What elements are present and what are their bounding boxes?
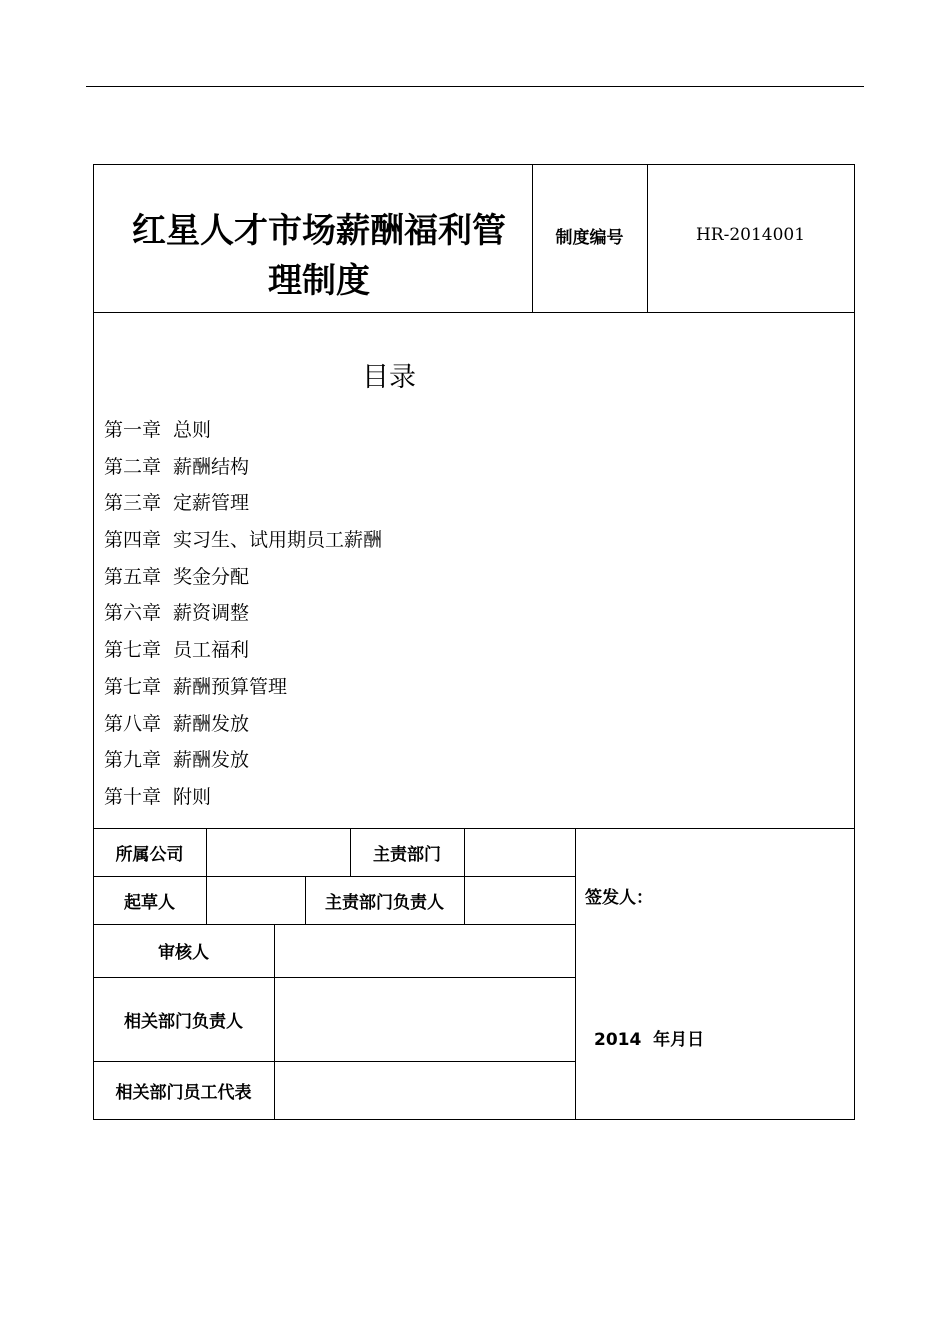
toc-item[interactable] xyxy=(104,595,382,632)
dept-head-label: 主责部门负责人 xyxy=(325,892,444,913)
toc-item[interactable] xyxy=(104,559,382,596)
toc-chapter: 第十章 xyxy=(104,785,162,808)
toc-chapter-name: 总则 xyxy=(173,419,212,441)
divider xyxy=(575,828,576,1120)
header-rule xyxy=(86,86,864,87)
document-title: 红星人才市场薪酬福利管理制度 xyxy=(132,211,506,301)
toc-chapter-name: 定薪管理 xyxy=(173,492,250,515)
drafter-label: 起草人 xyxy=(124,892,175,913)
toc-item[interactable] xyxy=(104,742,382,779)
toc-chapter-name: 薪酬结构 xyxy=(173,455,250,478)
toc-chapter: 第一章 xyxy=(104,419,162,441)
drafter-field[interactable] xyxy=(206,876,305,924)
company-field[interactable] xyxy=(206,828,350,876)
related-head-field[interactable] xyxy=(274,977,575,1061)
toc-chapter-name: 薪酬发放 xyxy=(173,749,250,772)
toc-chapter-name: 员工福利 xyxy=(173,639,250,662)
toc-item[interactable] xyxy=(104,779,382,816)
reviewer-field[interactable] xyxy=(274,924,575,977)
toc-chapter: 第五章 xyxy=(104,565,162,588)
toc-item[interactable] xyxy=(104,412,382,449)
toc-item[interactable] xyxy=(104,632,382,669)
toc-item[interactable] xyxy=(104,669,382,706)
dept-field[interactable] xyxy=(464,828,575,876)
toc-chapter: 第二章 xyxy=(104,455,162,478)
toc-chapter: 第四章 xyxy=(104,529,162,552)
dept-label: 主责部门 xyxy=(373,844,441,865)
toc-chapter-name: 奖金分配 xyxy=(173,565,250,588)
toc-chapter: 第九章 xyxy=(104,749,162,772)
toc-chapter: 第七章 xyxy=(104,675,162,698)
dept-head-field[interactable] xyxy=(464,876,575,924)
toc-chapter-name: 薪酬发放 xyxy=(173,712,250,735)
toc-chapter-name: 附则 xyxy=(173,785,212,808)
toc-chapter: 第三章 xyxy=(104,492,162,515)
toc-item[interactable] xyxy=(104,706,382,743)
toc-chapter: 第七章 xyxy=(104,639,162,662)
toc-chapter: 第六章 xyxy=(104,602,162,625)
toc-chapter-name: 薪资调整 xyxy=(173,602,250,625)
toc-item[interactable] xyxy=(104,522,382,559)
toc-list xyxy=(104,412,382,816)
reviewer-label: 审核人 xyxy=(158,943,209,963)
toc-item[interactable] xyxy=(104,449,382,486)
sign-date: 2014 年月日 xyxy=(594,1030,705,1050)
toc-chapter-name: 薪酬预算管理 xyxy=(173,675,288,698)
code-label: 制度编号 xyxy=(555,227,624,248)
toc-item[interactable] xyxy=(104,485,382,522)
toc-chapter-name: 实习生、试用期员工薪酬 xyxy=(173,529,383,552)
toc-heading: 目录 xyxy=(362,362,416,393)
related-rep-field[interactable] xyxy=(274,1061,575,1120)
related-head-label: 相关部门负责人 xyxy=(124,1011,243,1032)
company-label: 所属公司 xyxy=(115,844,184,865)
toc-chapter: 第八章 xyxy=(104,712,162,735)
related-rep-label: 相关部门员工代表 xyxy=(115,1083,252,1103)
signer-label: 签发人： xyxy=(585,888,653,908)
code-value: HR-2014001 xyxy=(695,225,806,245)
divider xyxy=(93,312,855,313)
